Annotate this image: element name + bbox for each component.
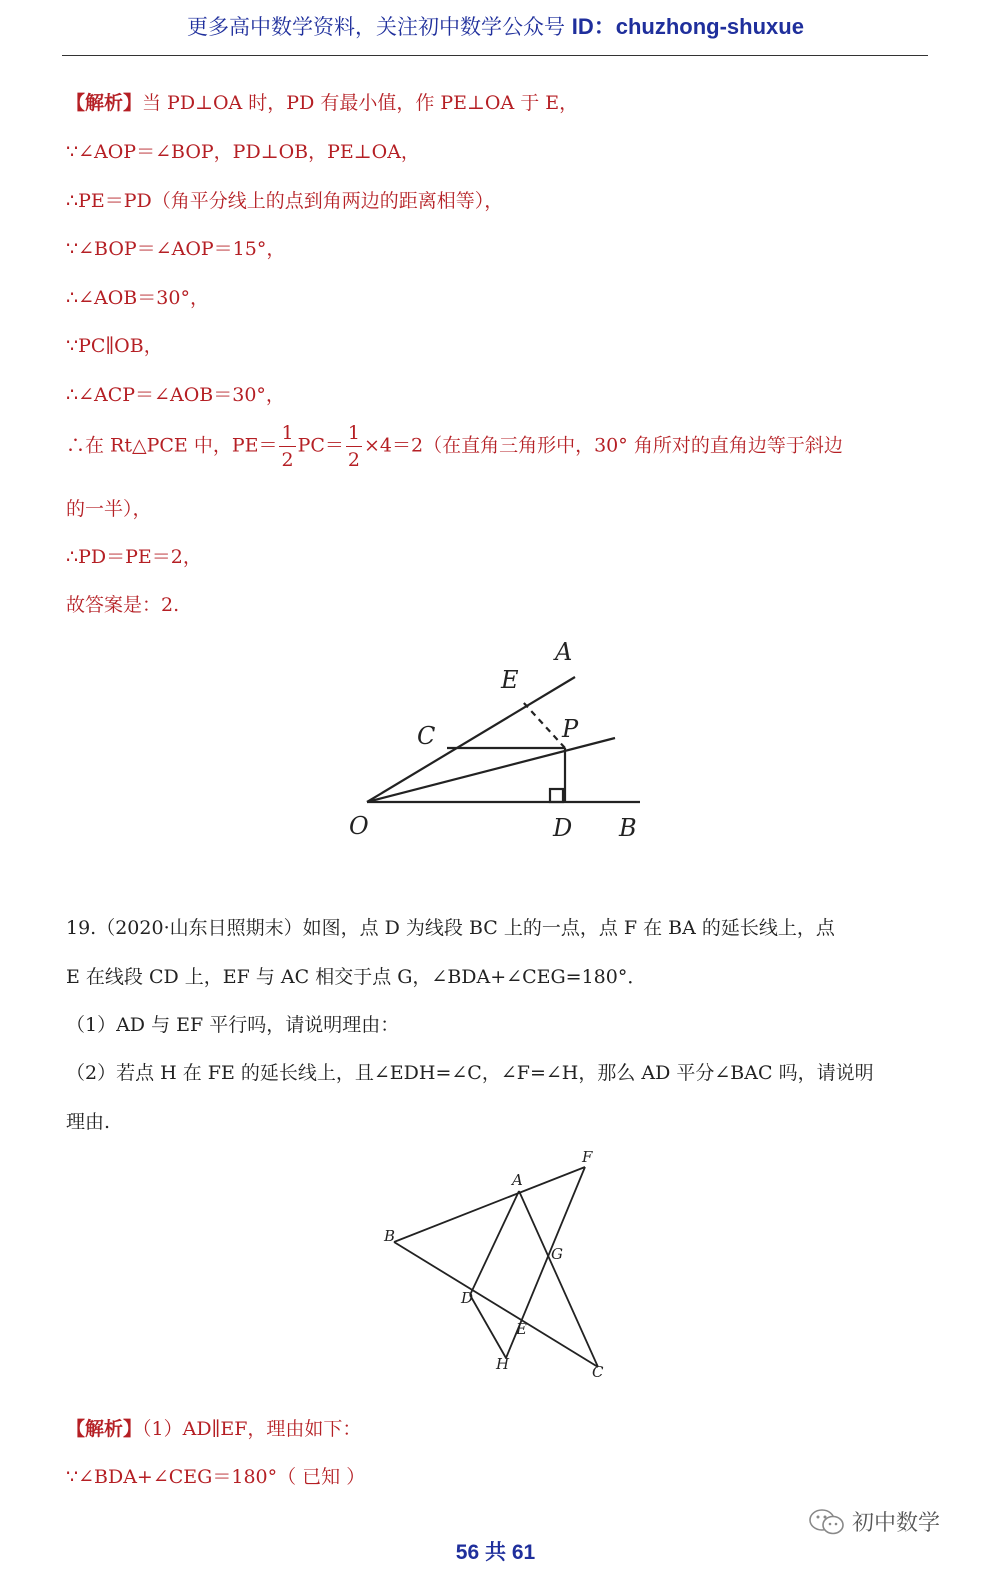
fraction-2-den: 2 <box>347 449 360 471</box>
problem19-line-2: E 在线段 CD 上，EF 与 AC 相交于点 G，∠BDA+∠CEG=180°． <box>66 966 647 988</box>
problem19-line-1: 19.（2020·山东日照期末）如图，点 D 为线段 BC 上的一点，点 F 在 BA 的延长线上，点 <box>66 917 835 939</box>
geometry-figure-2 <box>378 1145 628 1385</box>
label-C: C <box>592 1363 604 1381</box>
label-E: E <box>516 1320 527 1338</box>
solution1-line-8 <box>66 420 843 473</box>
page-footer <box>0 1536 991 1566</box>
fraction-2 <box>346 420 362 473</box>
label-O: O <box>349 812 369 840</box>
label-F: F <box>582 1148 593 1166</box>
solution1-line-7: ∴∠ACP＝∠AOB＝30°， <box>66 384 285 406</box>
wechat-icon <box>808 1507 846 1537</box>
label-H: H <box>496 1355 510 1373</box>
problem19-line-4: （2）若点 H 在 FE 的延长线上，且∠EDH=∠C，∠F=∠H，那么 AD 平分∠BAC 吗，请说明 <box>66 1062 874 1084</box>
solution1-line-4: ∵∠BOP＝∠AOP＝15°， <box>66 238 286 260</box>
solution2-line-1 <box>66 1414 361 1441</box>
solution1-text-1: 当 PD⊥OA 时，PD 有最小值，作 PE⊥OA 于 E， <box>142 92 579 114</box>
solution1-text-8a: ∴在 Rt△PCE 中，PE＝ <box>66 434 278 457</box>
header-id-label: ID <box>571 14 594 39</box>
page-sep: 共 <box>479 1541 512 1564</box>
header-id-value: ：chuzhong-shuxue <box>593 14 804 39</box>
solution1-label: 【解析】 <box>66 92 143 114</box>
watermark-text: 初中数学 <box>852 1511 941 1536</box>
label-B: B <box>619 814 637 842</box>
label-C: C <box>417 722 436 750</box>
label-A: A <box>512 1171 523 1189</box>
solution1-line-6: ∵PC∥OB， <box>66 335 163 357</box>
page-number: 56 <box>455 1541 480 1564</box>
label-G: G <box>551 1245 563 1263</box>
solution1-line-10: ∴PD＝PE＝2， <box>66 546 202 568</box>
solution1-line-2: ∵∠AOP＝∠BOP，PD⊥OB，PE⊥OA， <box>66 141 420 163</box>
solution1-line-1 <box>66 88 578 115</box>
fraction-1-den: 2 <box>281 449 294 471</box>
label-E: E <box>501 666 519 694</box>
solution1-line-3: ∴PE＝PD（角平分线上的点到角两边的距离相等）， <box>66 190 504 212</box>
problem19-line-5: 理由. <box>66 1111 111 1133</box>
label-B: B <box>384 1227 396 1245</box>
solution2-label: 【解析】 <box>66 1418 143 1440</box>
fraction-1 <box>279 420 295 473</box>
geometry-figure-1 <box>345 632 655 847</box>
fraction-1-num: 1 <box>279 420 295 447</box>
solution1-text-8c: ×4＝2（在直角三角形中，30° 角所对的直角边等于斜边 <box>364 434 843 457</box>
header-text: 更多高中数学资料，关注初中数学公众号 <box>187 15 572 39</box>
label-D: D <box>461 1289 474 1307</box>
label-D: D <box>553 814 573 842</box>
solution1-line-11: 故答案是：2. <box>66 594 180 616</box>
header-rule <box>62 55 928 56</box>
solution1-line-5: ∴∠AOB＝30°， <box>66 287 209 309</box>
solution1-text-8b: PC＝ <box>297 434 344 457</box>
page-header <box>0 10 991 41</box>
watermark <box>808 1506 940 1537</box>
fraction-2-num: 1 <box>346 420 362 447</box>
label-P: P <box>562 715 579 743</box>
label-A: A <box>555 638 573 666</box>
page-total: 61 <box>511 1541 536 1564</box>
solution2-line-2: ∵∠BDA+∠CEG＝180°（ 已知 ） <box>66 1466 366 1488</box>
solution1-line-9: 的一半）， <box>66 498 152 520</box>
problem19-line-3: （1）AD 与 EF 平行吗，请说明理由： <box>66 1014 400 1036</box>
solution2-text-1: （1）AD∥EF，理由如下： <box>142 1418 362 1440</box>
